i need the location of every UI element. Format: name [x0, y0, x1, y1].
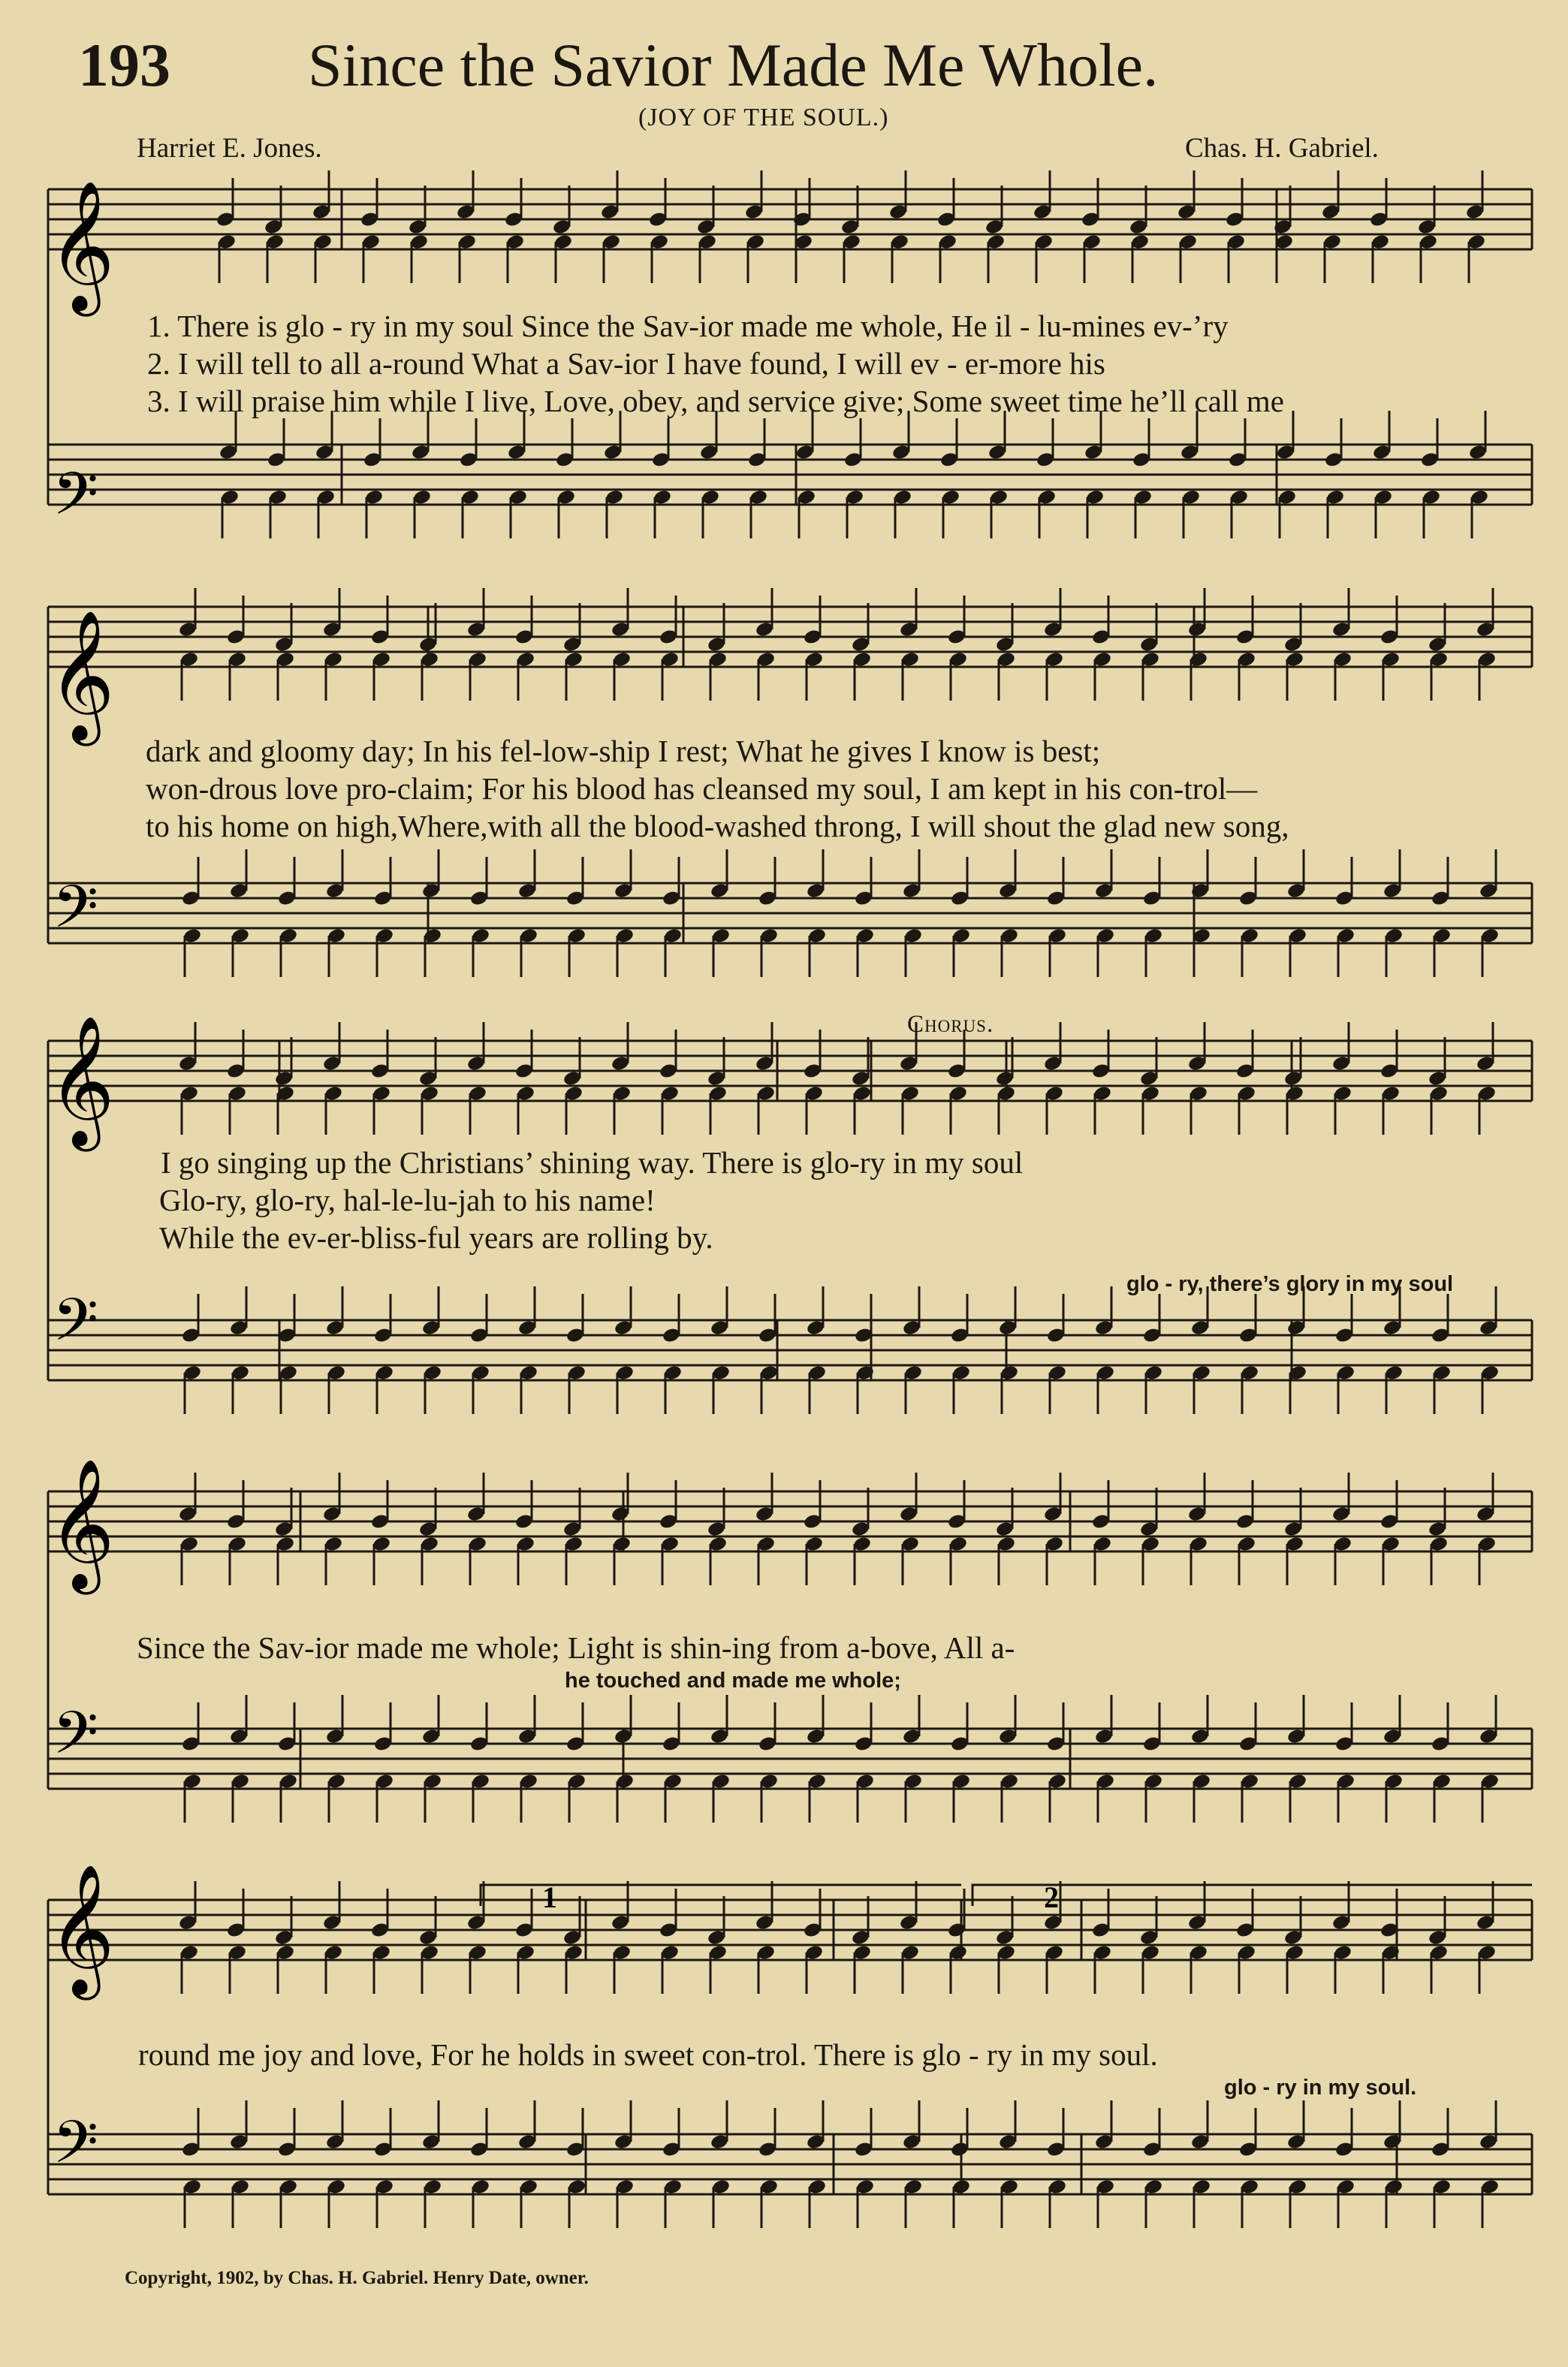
author-credit: Harriet E. Jones.: [137, 133, 322, 164]
svg-text:𝄢: 𝄢: [53, 460, 99, 543]
svg-text:2: 2: [1044, 1880, 1059, 1914]
lyric-line: 1. There is glo - ry in my soul Since the Sav-ior made me whole, He il - lu-mines ev-’ry: [147, 309, 1229, 343]
svg-text:𝄢: 𝄢: [53, 1286, 99, 1369]
composer-credit: Chas. H. Gabriel.: [1185, 133, 1379, 164]
tune-name: (JOY OF THE SOUL.): [638, 104, 889, 131]
svg-text:𝄞: 𝄞: [48, 1864, 115, 1995]
lyric-line: won-drous love pro-claim; For his blood has cleansed my soul, I am kept in his con-trol—: [146, 771, 1258, 806]
svg-text:𝄞: 𝄞: [48, 1015, 115, 1146]
copyright-notice: Copyright, 1902, by Chas. H. Gabriel. Henry Date, owner.: [125, 2268, 589, 2288]
echo-lyric: glo - ry in my soul.: [1224, 2076, 1417, 2100]
lyric-line: dark and gloomy day; In his fel-low-ship I rest; What he gives I know is best;: [146, 734, 1101, 768]
hymn-number: 193: [78, 31, 170, 99]
chorus-label: Chorus.: [907, 1011, 994, 1038]
lyric-line: Glo-ry, glo-ry, hal-le-lu-jah to his name!: [159, 1183, 656, 1217]
lyric-line: 3. I will praise him while I live, Love, obey, and service give; Some sweet time he’ll call me: [147, 384, 1284, 418]
svg-text:1: 1: [542, 1880, 557, 1914]
svg-text:𝄞: 𝄞: [48, 1458, 115, 1589]
lyric-line: 2. I will tell to all a-round What a Sav-ior I have found, I will ev - er-more his: [147, 346, 1105, 381]
svg-text:𝄢: 𝄢: [53, 2109, 99, 2191]
lyric-line: Since the Sav-ior made me whole; Light is shin-ing from a-bove, All a-: [137, 1630, 1015, 1665]
lyric-line: While the ev-er-bliss-ful years are rolling by.: [159, 1220, 713, 1255]
svg-text:𝄢: 𝄢: [53, 1699, 99, 1782]
echo-lyric: glo - ry, there’s glory in my soul: [1126, 1272, 1454, 1296]
echo-lyric: he touched and made me whole;: [565, 1669, 901, 1693]
lyric-line: I go singing up the Christians’ shining way. There is glo-ry in my soul: [161, 1145, 1024, 1180]
svg-text:𝄞: 𝄞: [48, 610, 115, 740]
svg-text:𝄢: 𝄢: [53, 873, 99, 956]
lyric-line: round me joy and love, For he holds in sweet con-trol. There is glo - ry in my soul.: [138, 2037, 1158, 2072]
lyric-line: to his home on high,Where,with all the blood-washed throng, I will shout the glad new song,: [146, 809, 1289, 843]
first-ending-bracket: [481, 1880, 961, 1914]
svg-text:𝄞: 𝄞: [48, 180, 115, 311]
hymn-title: Since the Savior Made Me Whole.: [308, 31, 1159, 99]
